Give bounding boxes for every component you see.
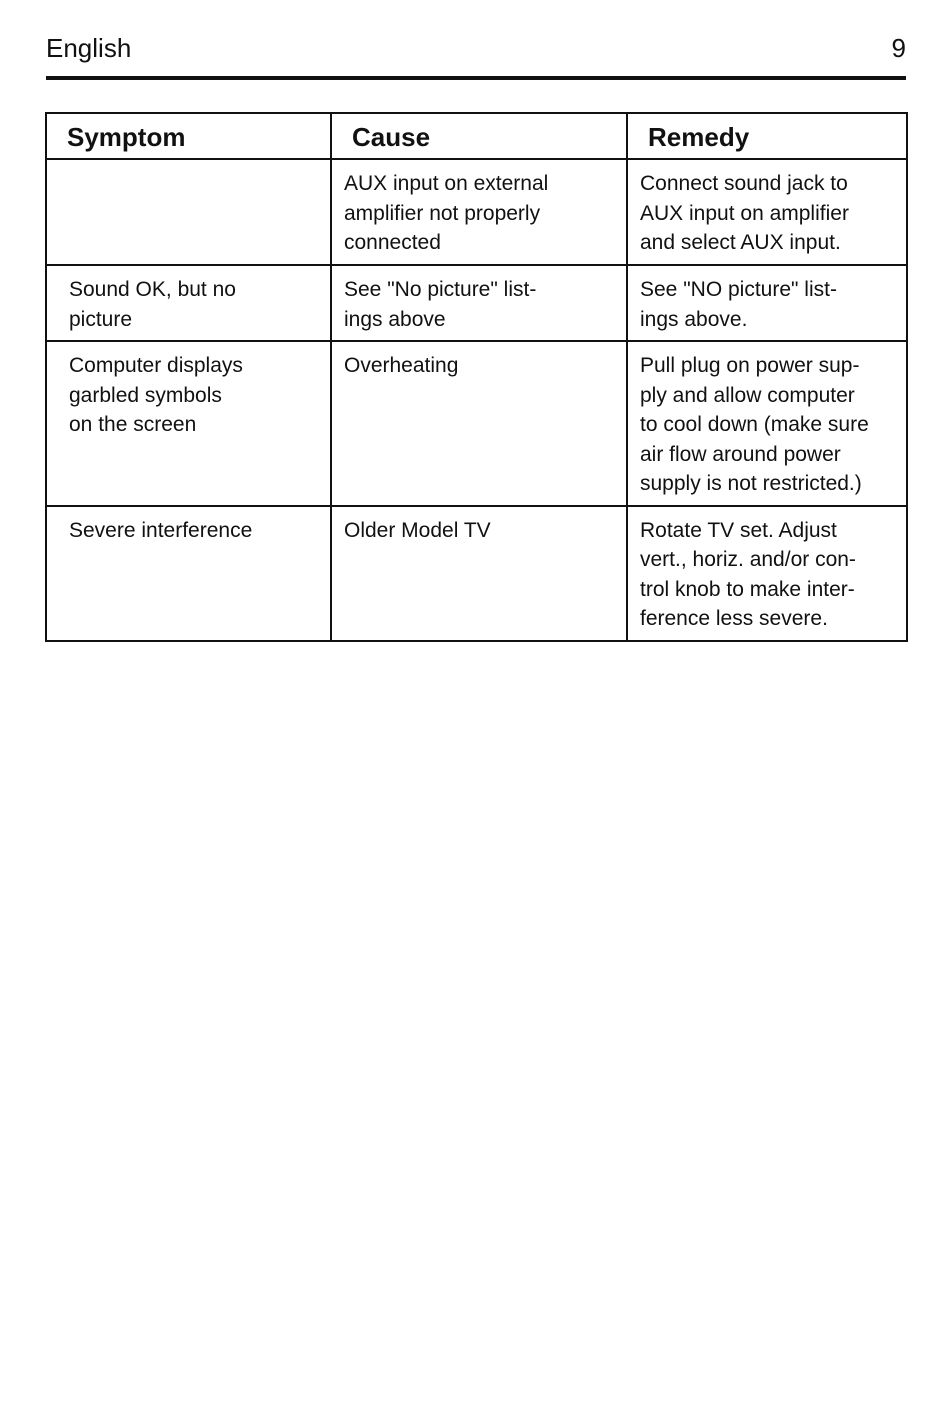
cause-text: See "No picture" list- ings above — [344, 278, 537, 331]
page-header — [46, 30, 906, 78]
symptom-text: Sound OK, but no picture — [69, 278, 236, 331]
table-row — [46, 506, 907, 641]
column-header-symptom: Symptom — [46, 113, 331, 159]
remedy-cell — [627, 341, 907, 506]
table-row — [46, 159, 907, 265]
remedy-text: Connect sound jack to AUX input on amplifier and select AUX input. — [640, 172, 849, 254]
table-header-row — [46, 113, 907, 159]
cause-cell — [331, 506, 627, 641]
remedy-cell — [627, 159, 907, 265]
cause-cell — [331, 265, 627, 341]
header-language: English — [46, 33, 132, 63]
table-row — [46, 341, 907, 506]
cause-cell — [331, 159, 627, 265]
symptom-text: Computer displays garbled symbols on the screen — [69, 354, 243, 436]
page-number: 9 — [891, 33, 906, 63]
symptom-cell — [46, 265, 331, 341]
symptom-cell — [46, 506, 331, 641]
header-rule — [46, 76, 906, 80]
remedy-text: See "NO picture" list- ings above. — [640, 278, 837, 331]
column-header-cause: Cause — [331, 113, 627, 159]
cause-cell — [331, 341, 627, 506]
symptom-cell — [46, 341, 331, 506]
remedy-cell — [627, 265, 907, 341]
remedy-text: Pull plug on power sup- ply and allow computer to cool down (make sure air flow around power supply is not restricted.) — [640, 354, 869, 495]
remedy-text: Rotate TV set. Adjust vert., horiz. and/or con- trol knob to make inter- ference less severe. — [640, 518, 856, 630]
column-header-remedy: Remedy — [627, 113, 907, 159]
cause-text: AUX input on external amplifier not properly connected — [344, 172, 549, 254]
symptom-cell — [46, 159, 331, 265]
remedy-cell — [627, 506, 907, 641]
cause-text: Older Model TV — [344, 518, 491, 542]
symptom-text: Severe interference — [69, 518, 253, 542]
cause-text: Overheating — [344, 354, 459, 377]
troubleshooting-table — [45, 112, 908, 642]
table-row — [46, 265, 907, 341]
